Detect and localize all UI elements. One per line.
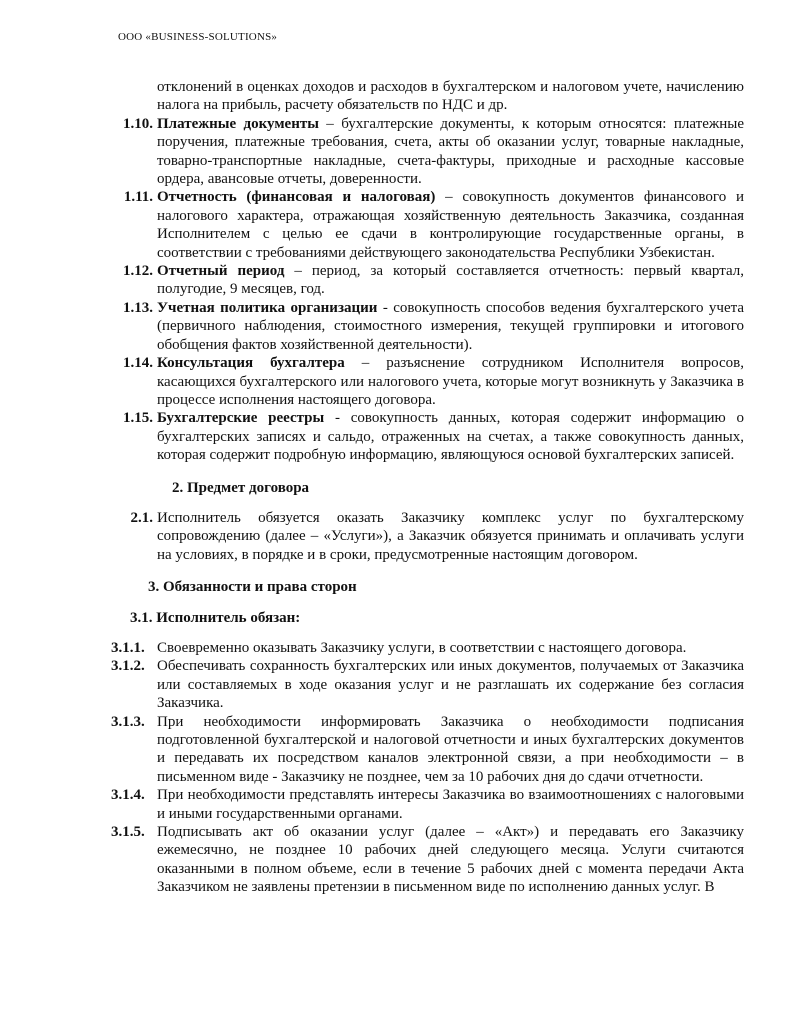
intro-continuation: отклонений в оценках доходов и расходов в бухгалтерском и налоговом учете, начислению налога на прибыль, расчету обязательств по НДС и др. <box>157 79 744 114</box>
definition-item <box>0 115 744 189</box>
definitions-list <box>0 115 744 465</box>
definition-term: Бухгалтерские реестры <box>157 410 325 427</box>
clause-text: При необходимости информировать Заказчика о необходимости подписания подготовленной бухгалтерской и налоговой отчетности и иных бухгалтерских документов и передавать их посредством каналов электронной связи, а при необходимости – в письменном виде - Заказчику не позднее, чем за 10 рабочих дня до сдачи отчетности. <box>157 713 744 785</box>
clause-text: Обеспечивать сохранность бухгалтерских или иных документов, получаемых от Заказчика или составляемых в ходе оказания услуг и не разглашать их содержание без согласия Заказчика. <box>157 658 744 712</box>
definition-term: Платежные документы <box>157 115 319 132</box>
definition-item <box>0 409 744 464</box>
definition-number: 1.10. <box>123 115 153 132</box>
definition-text: – период, за который составляется отчетность: первый квартал, полугодие, 9 месяцев, год. <box>157 263 744 298</box>
clause-item <box>0 713 744 787</box>
section-2-heading: 2. Предмет договора <box>172 479 310 496</box>
definition-text: - совокупность данных, которая содержит информацию о бухгалтерских записях и сальдо, отраженных на счетах, а также совокупность данных, которая содержит подробную информацию, являющуюся основой бухгалтерских записей. <box>157 410 745 464</box>
definition-number: 1.13. <box>123 299 153 316</box>
document-page <box>0 78 744 897</box>
definition-term: Отчетность (финансовая и налоговая) <box>157 189 436 206</box>
definition-text: – бухгалтерские документы, к которым относятся: платежные поручения, платежные требования, счета, акты об оказании услуг, товарные накладные, товарно-транспортные накладные, счета-фактуры, приходные и расходные кассовые ордера, авансовые отчеты, доверенности. <box>157 115 744 188</box>
clause-item <box>0 823 744 897</box>
definition-item <box>0 262 744 299</box>
definition-text: - совокупность способов ведения бухгалтерского учета (первичного наблюдения, стоимостного измерения, текущей группировки и итогового обобщения фактов хозяйственной деятельности). <box>157 299 744 353</box>
document-header: ООО «BUSINESS-SOLUTIONS» <box>118 31 278 43</box>
clause-number: 3.1.2. <box>111 658 145 675</box>
section-2-item <box>0 509 744 564</box>
definition-term: Отчетный период <box>157 263 285 280</box>
clause-text: Подписывать акт об оказании услуг (далее – «Акт») и передавать его Заказчику ежемесячно, не позднее 10 рабочих дней следующего месяца. Услуги считаются оказанными в полном объеме, если в течение 5 рабочих дней с момента передачи Акта Заказчиком не заявлены претензии в письменном виде по исполнению данных услуг. В <box>157 824 744 896</box>
clause-number: 3.1.5. <box>111 824 145 841</box>
definition-term: Учетная политика организации <box>157 299 378 316</box>
definition-number: 1.14. <box>123 355 153 372</box>
clause-item <box>0 786 744 823</box>
definition-item <box>0 188 744 262</box>
definition-number: 1.12. <box>123 263 153 280</box>
definition-number: 1.15. <box>123 410 153 427</box>
definition-term: Консультация бухгалтера <box>157 355 345 372</box>
definition-text: – совокупность документов финансового и налогового характера, отражающая хозяйственную деятельность Заказчика, созданная Исполнителем с целью ее сдачи в контролирующие государственные органы, в соответствии с требованиями действующего законодательства Республики Узбекистан. <box>157 189 744 261</box>
clause-number: 3.1.4. <box>111 787 145 804</box>
section-3-1-heading: 3.1. Исполнитель обязан: <box>130 609 301 626</box>
definition-text: – разъяснение сотрудником Исполнителя вопросов, касающихся бухгалтерского или налогового учета, которые могут возникнуть у Заказчика в процессе исполнения настоящего договора. <box>157 355 744 408</box>
clause-text: Своевременно оказывать Заказчику услуги, в соответствии с настоящего договора. <box>157 639 687 656</box>
section-3-heading: 3. Обязанности и права сторон <box>148 579 357 596</box>
clause-item <box>0 657 744 712</box>
definition-number: 1.11. <box>123 189 153 206</box>
definition-item <box>0 354 744 409</box>
clause-number: 2.1. <box>130 509 153 526</box>
section-3-1-list <box>0 639 744 897</box>
definition-item <box>0 299 744 354</box>
clause-item <box>0 639 744 657</box>
clause-text: Исполнитель обязуется оказать Заказчику комплекс услуг по бухгалтерскому сопровождению (далее – «Услуги»), а Заказчик обязуется принимать и оплачивать услуги на условиях, в порядке и в сроки, предусмотренные настоящим договором. <box>157 509 744 563</box>
clause-number: 3.1.1. <box>111 639 145 656</box>
clause-number: 3.1.3. <box>111 713 145 730</box>
clause-text: При необходимости представлять интересы Заказчика во взаимоотношениях с налоговыми и иными государственными органами. <box>157 787 744 822</box>
